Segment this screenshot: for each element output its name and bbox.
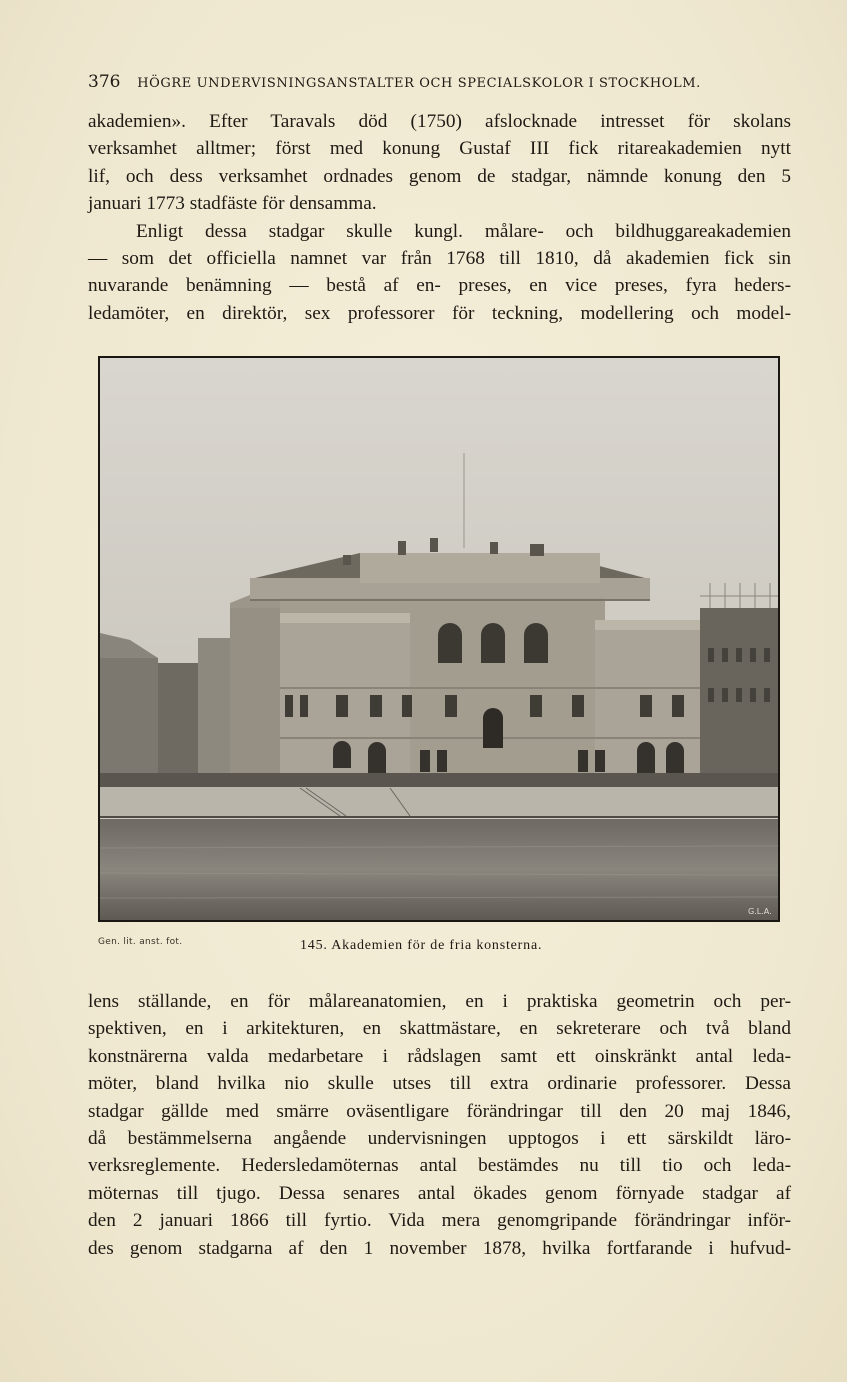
text-line: ledamöter, en direktör, sex professorer för teckning, modellering och model- bbox=[88, 302, 791, 324]
text-line: nuvarande benämning — bestå af en- preses, en vice preses, fyra heders- bbox=[88, 275, 791, 297]
text-line: Enligt dessa stadgar skulle kungl. målare- och bildhuggareakademien bbox=[136, 220, 791, 242]
text-line: konstnärerna valda medarbetare i rådslagen samt ett oinskränkt antal leda- bbox=[88, 1045, 791, 1067]
text-line: stadgar gällde med smärre oväsentligare förändringar till den 20 maj 1846, bbox=[88, 1100, 791, 1122]
text-line: lif, och dess verksamhet ordnades genom de stadgar, nämnde konung den 5 bbox=[88, 165, 791, 187]
text-line: verksamhet alltmer; först med konung Gustaf III fick ritareakademien nytt bbox=[88, 138, 791, 160]
figure-photograph bbox=[98, 356, 780, 922]
running-title: HÖGRE UNDERVISNINGSANSTALTER OCH SPECIALSKOLOR I STOCKHOLM. bbox=[137, 76, 701, 91]
academy-building-photo bbox=[100, 358, 778, 920]
photo-credit: Gen. lit. anst. fot. bbox=[98, 937, 183, 947]
text-line: då bestämmelserna angående undervisningen upptogos i ett särskildt läro- bbox=[88, 1128, 791, 1150]
text-line: den 2 januari 1866 till fyrtio. Vida mera genomgripande förändringar inför- bbox=[88, 1210, 791, 1232]
text-line: januari 1773 stadfäste för densamma. bbox=[88, 193, 377, 215]
text-line: möternas till tjugo. Dessa senares antal ökades genom förnyade stadgar af bbox=[88, 1182, 791, 1204]
paragraph-bottom bbox=[88, 988, 791, 1262]
text-line: des genom stadgarna af den 1 november 1878, hvilka fortfarande i hufvud- bbox=[88, 1237, 791, 1259]
text-line: verksreglemente. Hedersledamöternas antal bestämdes nu till tio och leda- bbox=[88, 1155, 791, 1177]
text-line: möter, bland hvilka nio skulle utses till extra ordinarie professorer. Dessa bbox=[88, 1073, 791, 1095]
text-line: spektiven, en i arkitekturen, en skattmästare, en sekreterare och två bland bbox=[88, 1018, 791, 1040]
figure-caption: 145. Akademien för de fria konsterna. bbox=[300, 938, 543, 953]
paragraph-top bbox=[88, 108, 791, 327]
photo-monogram: G.L.A. bbox=[748, 907, 772, 916]
text-line: akademien». Efter Taravals död (1750) afslocknade intresset för skolans bbox=[88, 111, 791, 132]
text-line: — som det officiella namnet var från 1768 till 1810, då akademien fick sin bbox=[88, 248, 791, 270]
page-header bbox=[88, 72, 788, 92]
text-line: lens ställande, en för målareanatomien, en i praktiska geometrin och per- bbox=[88, 991, 791, 1012]
page-number: 376 bbox=[88, 72, 121, 92]
